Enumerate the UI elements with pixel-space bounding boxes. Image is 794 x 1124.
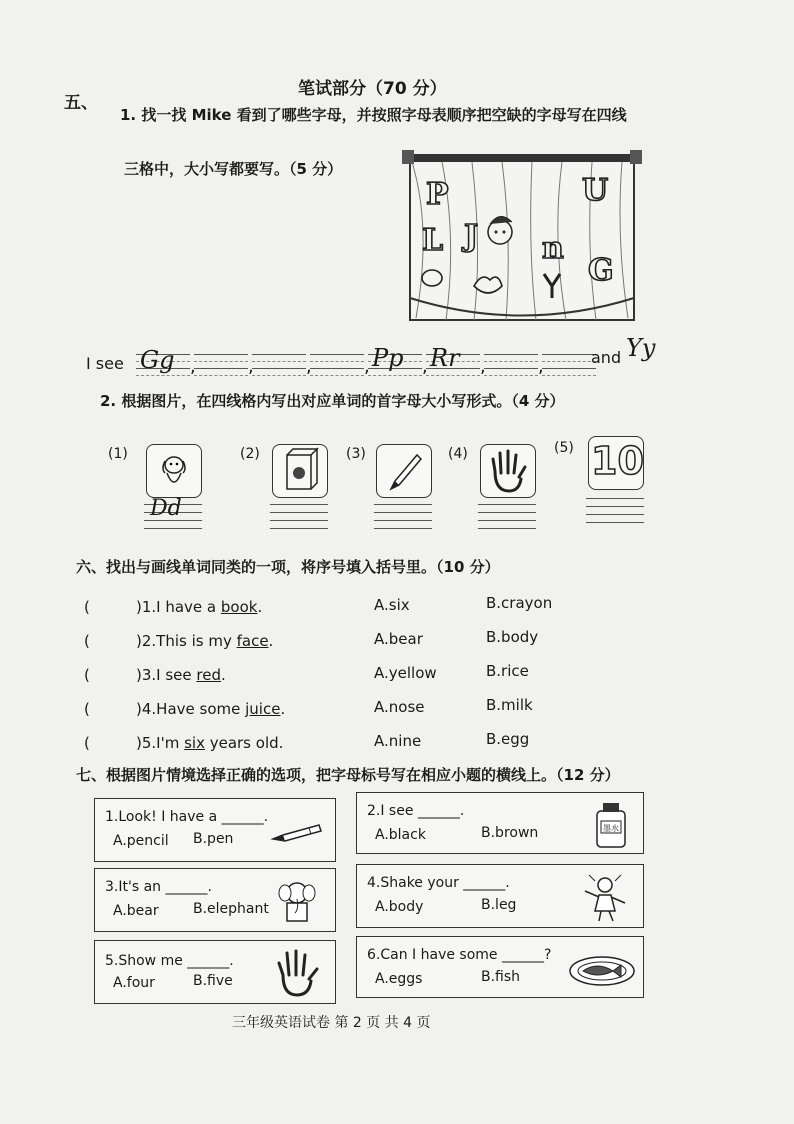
option-b: B.egg: [486, 730, 530, 748]
write-slot-1[interactable]: [136, 346, 190, 380]
and-label: and: [591, 348, 622, 367]
written-answer-gg: Gg: [140, 346, 175, 374]
i-see-label: I see: [86, 354, 124, 373]
question-stem-end: years old.: [204, 734, 284, 752]
question-stem-end: .: [257, 598, 263, 616]
number-ten-text: 10: [591, 439, 644, 483]
option-a: A.pencil: [113, 833, 169, 849]
write-slot-5[interactable]: [368, 344, 422, 380]
question-1-line-2: 三格中，大小写都要写。（5 分）: [124, 160, 343, 178]
question-stem-end: .: [221, 666, 226, 684]
ink-label: 墨水: [603, 824, 619, 833]
question-stem-end: .: [268, 632, 274, 650]
question-1-line-1: 1. 找一找 Mike 看到了哪些字母，并按照字母表顺序把空缺的字母写在四线: [120, 106, 627, 124]
write-slot-2[interactable]: [194, 350, 248, 380]
option-b: B.crayon: [486, 594, 553, 612]
page-footer: 三年级英语试卷 第 2 页 共 4 页: [232, 1015, 431, 1031]
picture-number-3: (3): [346, 446, 366, 462]
option-a: A.yellow: [374, 664, 437, 682]
option-b: B.milk: [486, 696, 533, 714]
ten-icon: [588, 436, 644, 490]
option-b: B.body: [486, 628, 539, 646]
question-stem: )4.Have some: [136, 700, 246, 718]
picture-question-box-4: [356, 864, 644, 928]
option-a: A.four: [113, 975, 155, 991]
write-slot-6[interactable]: [426, 344, 480, 380]
question-row-3: [84, 662, 644, 692]
question-text: 2.I see ______.: [367, 803, 465, 819]
answer-bracket[interactable]: (: [84, 632, 90, 650]
picture-question-box-3: [94, 868, 336, 932]
picture-number-1: (1): [108, 446, 128, 462]
option-b: B.pen: [193, 831, 234, 847]
written-answer-pp: Pp: [372, 344, 404, 372]
option-a: A.bear: [374, 630, 423, 648]
question-row-2: [84, 628, 644, 658]
curtain-letters-picture: [402, 148, 642, 324]
question-text: 5.Show me ______.: [105, 953, 234, 969]
question-stem: )3.I see: [136, 666, 197, 684]
option-a: A.six: [374, 596, 410, 614]
written-answer-dd: Dd: [150, 496, 182, 521]
underlined-word: book: [220, 598, 258, 616]
picture-number-2: (2): [240, 446, 260, 462]
picture-question-box-6: [356, 936, 644, 998]
question-2-instruction: 2. 根据图片，在四线格内写出对应单词的首字母大小写形式。（4 分）: [100, 392, 565, 410]
option-a: A.bear: [113, 903, 159, 919]
option-a: A.eggs: [375, 971, 423, 987]
picture-row: [108, 432, 668, 532]
written-answer-yy: Yy: [626, 334, 656, 362]
section-5-label: 五、: [64, 93, 98, 113]
curtain-letter-p: P: [426, 177, 449, 212]
hand-icon: [269, 947, 325, 999]
underlined-word: juice: [245, 700, 281, 718]
write-lines-5[interactable]: [586, 496, 644, 522]
pen-icon: [269, 805, 325, 857]
written-answer-rr: Rr: [430, 344, 460, 372]
question-text: 4.Shake your ______.: [367, 875, 510, 891]
alphabet-write-row: I see Gg , , , , Pp , Rr , , and Yy: [86, 340, 686, 388]
curtain-letter-l: L: [422, 223, 444, 258]
question-text: 1.Look! I have a ______.: [105, 809, 269, 825]
section-title: 笔试部分（70 分）: [298, 79, 447, 99]
write-lines-1[interactable]: [144, 496, 202, 528]
answer-bracket[interactable]: (: [84, 666, 90, 684]
option-b: B.leg: [481, 897, 517, 913]
question-stem: )1.I have a: [136, 598, 221, 616]
dancing-girl-icon: [577, 871, 633, 923]
option-b: B.elephant: [193, 901, 269, 917]
juice-box-icon: [272, 444, 328, 498]
option-b: B.five: [193, 973, 233, 989]
option-a: A.black: [375, 827, 426, 843]
answer-bracket[interactable]: (: [84, 700, 90, 718]
hand-icon: [480, 444, 536, 498]
question-stem: )2.This is my: [136, 632, 237, 650]
option-b: B.fish: [481, 969, 521, 985]
dog-icon: [146, 444, 202, 498]
answer-bracket[interactable]: (: [84, 734, 90, 752]
elephant-icon: [269, 875, 325, 927]
question-row-1: [84, 594, 644, 624]
option-a: A.nose: [374, 698, 425, 716]
curtain-letter-n: n: [542, 231, 564, 266]
picture-question-box-1: [94, 798, 336, 862]
question-stem-end: .: [280, 700, 286, 718]
write-lines-4[interactable]: [478, 502, 536, 528]
picture-question-box-5: [94, 940, 336, 1004]
curtain-letter-g: G: [588, 253, 614, 288]
picture-question-box-2: [356, 792, 644, 854]
picture-number-4: (4): [448, 446, 468, 462]
answer-bracket[interactable]: (: [84, 598, 90, 616]
question-row-5: [84, 730, 644, 760]
write-slot-3[interactable]: [252, 350, 306, 380]
question-row-4: [84, 696, 644, 726]
write-slot-7[interactable]: [484, 350, 538, 380]
ink-bottle-icon: [589, 799, 633, 851]
option-a: A.nine: [374, 732, 422, 750]
option-a: A.body: [375, 899, 424, 915]
question-text: 6.Can I have some ______?: [367, 947, 552, 963]
underlined-word: face: [236, 632, 269, 650]
curtain-letter-u: U: [582, 173, 609, 208]
pen-icon: [376, 444, 432, 498]
underlined-word: red: [196, 666, 221, 684]
fish-plate-icon: [567, 943, 637, 995]
underlined-word: six: [184, 734, 205, 752]
option-b: B.brown: [481, 825, 539, 841]
write-lines-3[interactable]: [374, 502, 432, 528]
question-stem: )5.I'm: [136, 734, 185, 752]
curtain-letter-j: J: [464, 219, 479, 254]
section-7-title: 七、根据图片情境选择正确的选项，把字母标号写在相应小题的横线上。（12 分）: [76, 766, 620, 784]
section-6-title: 六、找出与画线单词同类的一项，将序号填入括号里。（10 分）: [76, 558, 500, 576]
option-b: B.rice: [486, 662, 529, 680]
picture-number-5: (5): [554, 440, 574, 456]
question-text: 3.It's an ______.: [105, 879, 212, 895]
write-lines-2[interactable]: [270, 502, 328, 528]
write-slot-4[interactable]: [310, 350, 364, 380]
write-slot-8[interactable]: [542, 350, 596, 380]
